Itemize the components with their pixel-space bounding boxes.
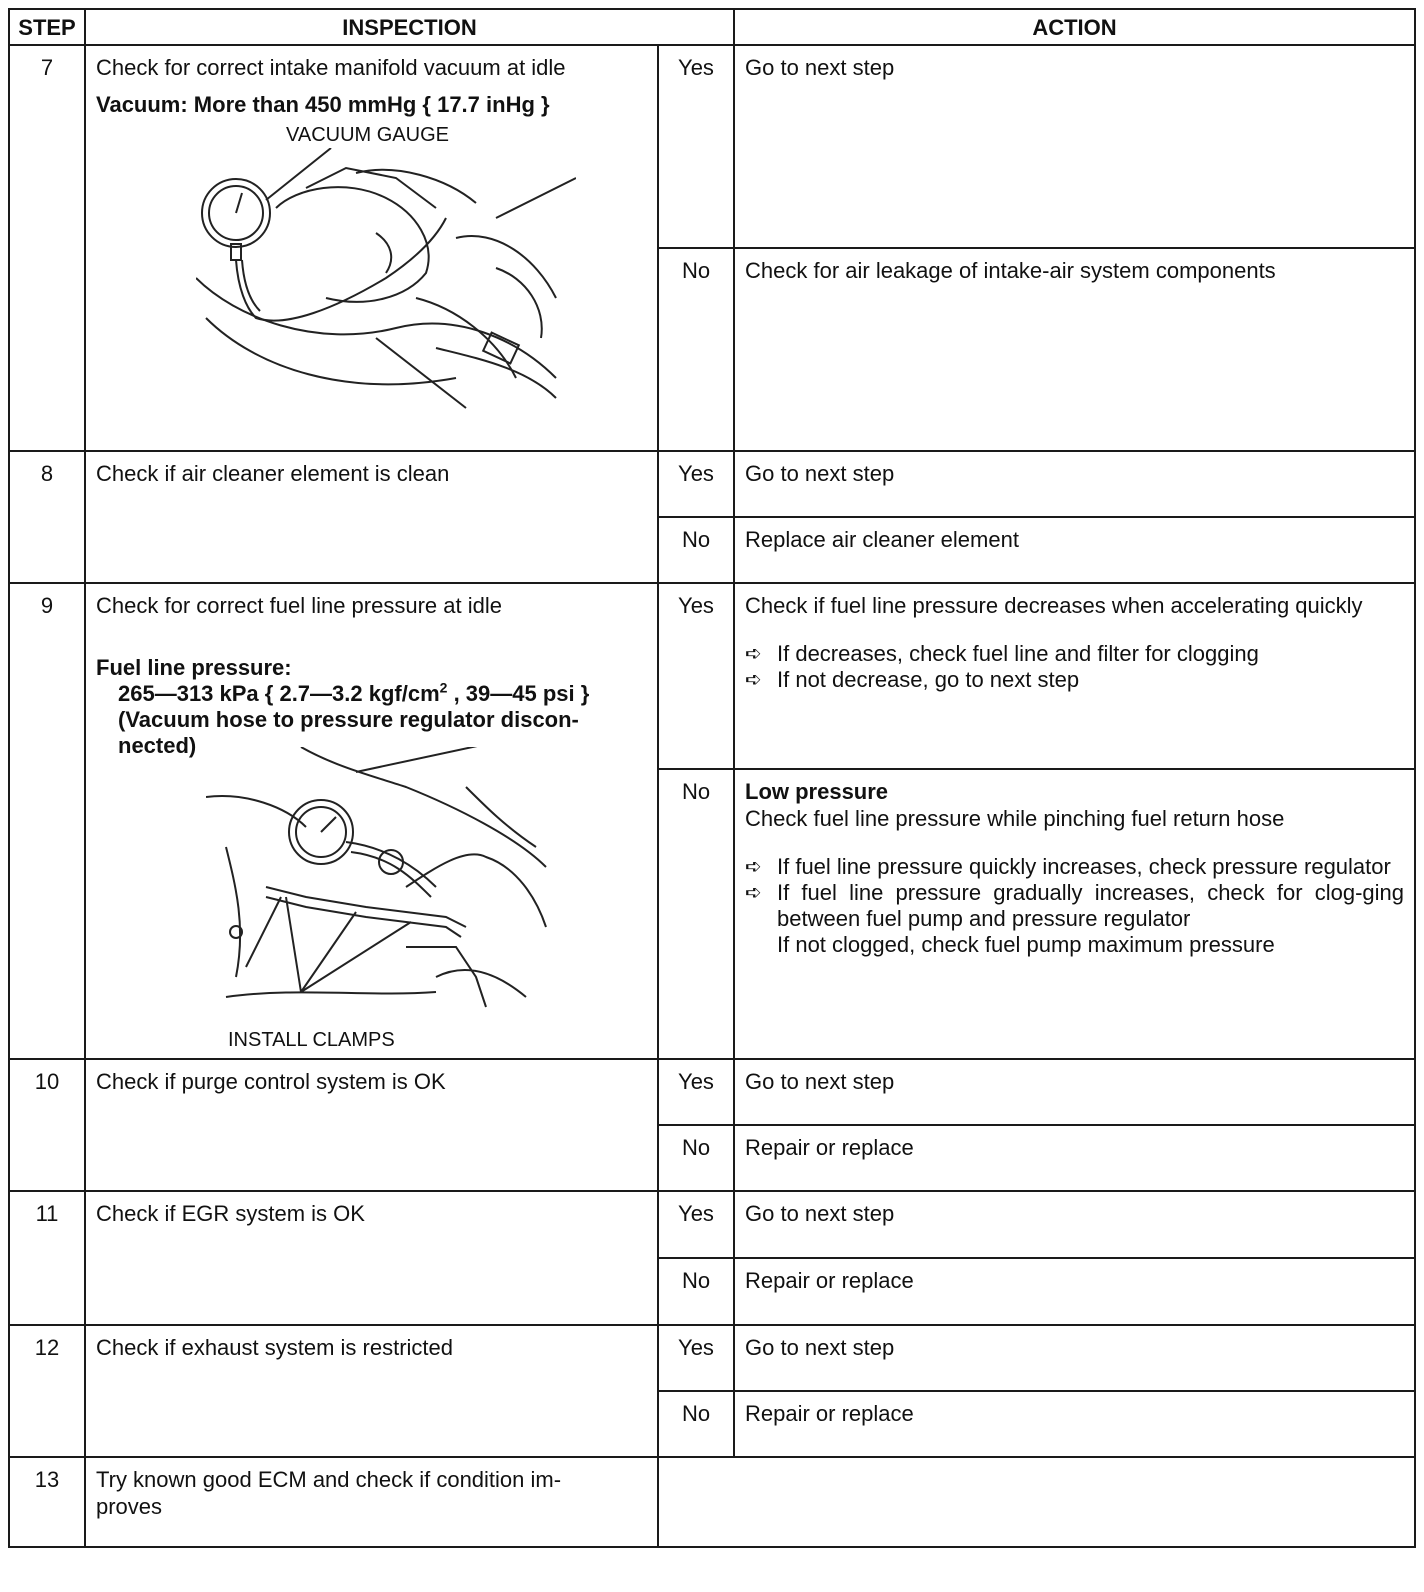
step-9-no-action [734, 769, 1415, 1059]
yes-action: Go to next step [734, 1059, 1415, 1125]
step-number: 11 [9, 1191, 85, 1325]
inspection-text: Check for correct intake manifold vacuum at idle [96, 55, 566, 80]
empty-action-cell [658, 1457, 1415, 1547]
no-action: Check for air leakage of intake-air system components [734, 248, 1415, 451]
spec-note: (Vacuum hose to pressure regulator discon-nected) [118, 707, 579, 758]
step-number: 13 [9, 1457, 85, 1547]
step-number: 8 [9, 451, 85, 583]
install-clamps-figure [96, 759, 647, 1049]
yes-action: Go to next step [734, 1191, 1415, 1258]
figure-label: VACUUM GAUGE [286, 124, 449, 146]
inspection-text: Check if exhaust system is restricted [85, 1325, 658, 1457]
step-number: 9 [9, 583, 85, 1059]
step-9-yes-action [734, 583, 1415, 769]
yes-action: Check if fuel line pressure decreases when accelerating quickly [745, 593, 1363, 618]
inspection-text: Check if purge control system is OK [85, 1059, 658, 1191]
list-item: ➪ If not decrease, go to next step [745, 667, 1080, 692]
no-action: Check fuel line pressure while pinching fuel return hose [745, 806, 1285, 831]
list-item: ➪ If fuel line pressure gradually increases, check for clog-ging between fuel pump and pressure regulator [745, 880, 1404, 931]
inspection-text: Check if EGR system is OK [85, 1191, 658, 1325]
step-number: 12 [9, 1325, 85, 1457]
header-row [9, 9, 1415, 45]
step-7-yes-row [9, 45, 1415, 248]
spec-value-b: , 39—45 psi } [447, 681, 590, 706]
step-number: 7 [9, 45, 85, 451]
step-8-yes-row [9, 451, 1415, 517]
yes-label: Yes [658, 1191, 734, 1258]
list-item: ➪ If fuel line pressure quickly increases, check pressure regulator [745, 854, 1391, 879]
vacuum-gauge-figure [96, 118, 647, 418]
yes-label: Yes [658, 45, 734, 248]
step-13-row [9, 1457, 1415, 1547]
figure-label: INSTALL CLAMPS [228, 1029, 395, 1051]
no-extra: If not clogged, check fuel pump maximum pressure [777, 932, 1275, 957]
list-item: ➪ If decreases, check fuel line and filter for clogging [745, 641, 1259, 666]
no-action: Repair or replace [734, 1258, 1415, 1325]
low-pressure-title: Low pressure [745, 779, 889, 804]
yes-action: Go to next step [734, 451, 1415, 517]
step-12-yes-row [9, 1325, 1415, 1391]
yes-label: Yes [658, 583, 734, 769]
no-label: No [658, 1258, 734, 1325]
vacuum-spec: Vacuum: More than 450 mmHg { 17.7 inHg } [96, 92, 550, 117]
inspection-text-body: Try known good ECM and check if condition im-proves [96, 1467, 562, 1519]
step-7-inspection [85, 45, 658, 451]
spec-sup: 2 [439, 679, 448, 696]
no-label: No [658, 248, 734, 451]
arrow-right-icon: ➪ [745, 643, 762, 665]
arrow-right-icon: ➪ [745, 669, 762, 691]
step-11-yes-row [9, 1191, 1415, 1258]
spec-value [96, 681, 647, 707]
yes-bullets [745, 641, 1404, 693]
step-9-inspection [85, 583, 658, 1059]
yes-label: Yes [658, 451, 734, 517]
fuel-pressure-spec [96, 655, 647, 759]
step-10-yes-row [9, 1059, 1415, 1125]
yes-label: Yes [658, 1325, 734, 1391]
arrow-right-icon: ➪ [745, 882, 762, 904]
vacuum-gauge-illustration [196, 148, 576, 418]
no-action: Repair or replace [734, 1125, 1415, 1191]
step-number: 10 [9, 1059, 85, 1191]
no-label: No [658, 517, 734, 583]
step-9-yes-row [9, 583, 1415, 769]
no-label: No [658, 769, 734, 1059]
no-label: No [658, 1391, 734, 1457]
diagnostic-table [8, 8, 1416, 1548]
no-bullets [745, 854, 1404, 958]
yes-label: Yes [658, 1059, 734, 1125]
header-action: ACTION [734, 9, 1415, 45]
fuel-pressure-illustration [206, 747, 566, 1027]
header-step: STEP [9, 9, 85, 45]
no-label: No [658, 1125, 734, 1191]
no-action: Replace air cleaner element [734, 517, 1415, 583]
yes-action: Go to next step [734, 45, 1415, 248]
spec-value-a: 265—313 kPa { 2.7—3.2 kgf/cm [118, 681, 440, 706]
inspection-text [85, 1457, 658, 1547]
no-action: Repair or replace [734, 1391, 1415, 1457]
arrow-right-icon: ➪ [745, 856, 762, 878]
spec-title: Fuel line pressure: [96, 655, 292, 680]
inspection-text: Check for correct fuel line pressure at idle [96, 593, 502, 618]
yes-action: Go to next step [734, 1325, 1415, 1391]
header-inspection: INSPECTION [85, 9, 734, 45]
inspection-text: Check if air cleaner element is clean [85, 451, 658, 583]
